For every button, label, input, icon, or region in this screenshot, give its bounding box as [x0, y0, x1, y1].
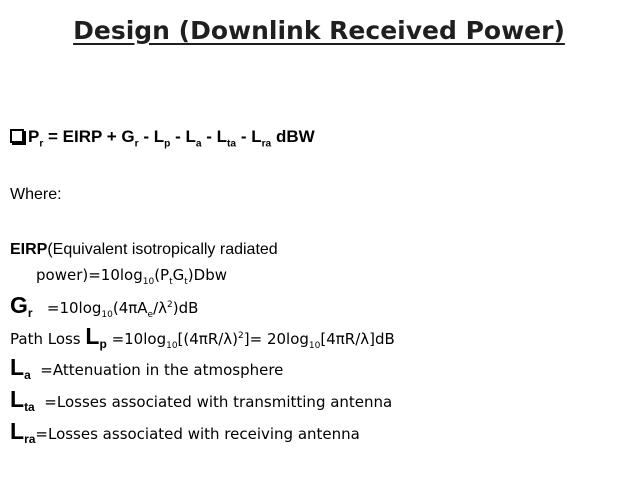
gr-definition: $G_r$ $=10\log_{10}(4\pi A_e/\lambda^2)dB$ [10, 292, 199, 320]
checkbox-bullet-icon [10, 129, 24, 143]
eirp-definition-line1: EIRP(Equivalent isotropically radiated [10, 241, 278, 258]
eirp-definition-line2: $power)=10\log_{10}(P_tG_t)Dbw$ [36, 266, 227, 287]
lra-definition: $L_{ra}=Losses$ associated with receiving antenna [10, 418, 360, 446]
slide-title: Design (Downlink Received Power) [73, 16, 565, 45]
received-power-formula: $P_r$ = EIRP + $G_r - L_p - L_a - L_{ta} - L_{ra}$ dBW [10, 127, 315, 149]
path-loss-definition: Path Loss $L_p =10\log_{10}[(4\pi R/\lambda)^2]= 20\log_{10}[4\pi R/\lambda]dB$ [10, 323, 395, 351]
lta-definition: $L_{ta}$ =Losses associated with transmitting antenna [10, 386, 393, 414]
where-label: Where: [10, 186, 62, 203]
la-definition: $L_a$ =Attenuation in the atmosphere [10, 354, 284, 382]
